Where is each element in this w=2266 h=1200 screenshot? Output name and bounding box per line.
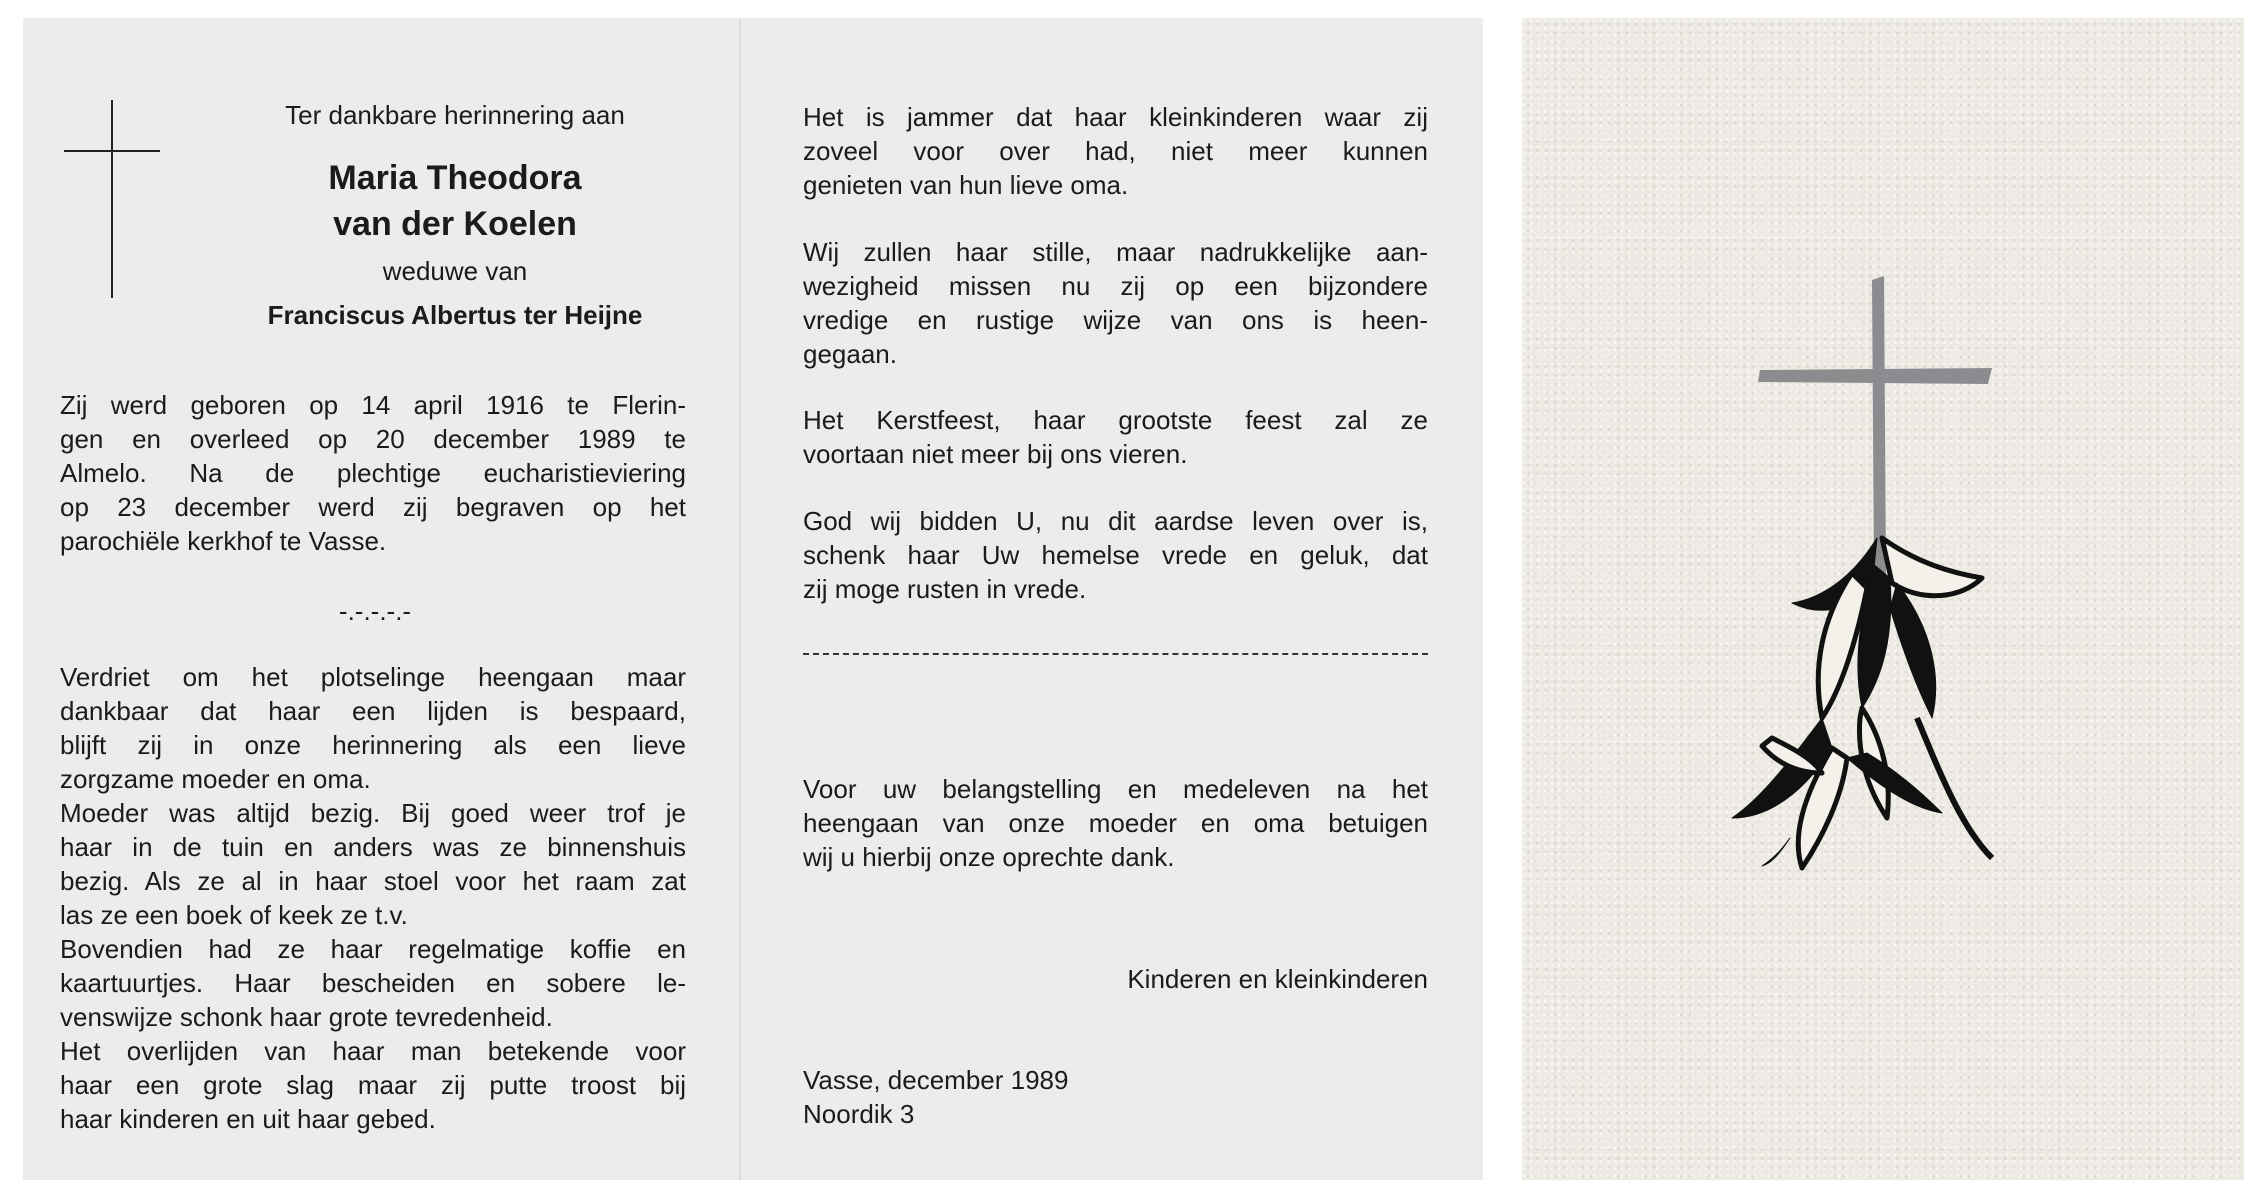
bio-line: Zij werd geboren op 14 april 1916 te Flerin-	[60, 390, 686, 420]
paragraph-presence	[803, 235, 1428, 371]
intro-text: Ter dankbare herinnering aan	[285, 100, 625, 130]
memory-line: dankbaar dat haar een lijden is bespaard,	[60, 696, 686, 726]
memory-line: Moeder was altijd bezig. Bij goed weer trof je	[60, 798, 686, 828]
memory-line: Bovendien had ze haar regelmatige koffie en	[60, 934, 686, 964]
card-fold-line	[739, 18, 741, 1180]
text-line: Wij zullen haar stille, maar nadrukkelijke aan-	[803, 237, 1428, 267]
memory-line: Het overlijden van haar man betekende voor	[60, 1036, 686, 1066]
cross-with-lilies-illustration	[1522, 18, 2244, 1180]
memory-line: bezig. Als ze al in haar stoel voor het raam zat	[60, 866, 686, 896]
bio-line: Almelo. Na de plechtige eucharistieviering	[60, 458, 686, 488]
memory-line: kaartuurtjes. Haar bescheiden en sobere le-	[60, 968, 686, 998]
deceased-name-line1: Maria Theodora	[328, 159, 582, 197]
text-line: zij moge rusten in vrede.	[803, 574, 1087, 604]
memory-line: las ze een boek of keek ze t.v.	[60, 900, 408, 930]
memory-line: haar in de tuin en anders was ze binnenshuis	[60, 832, 686, 862]
text-line: voortaan niet meer bij ons vieren.	[803, 439, 1188, 469]
husband-name: Franciscus Albertus ter Heijne	[267, 300, 643, 330]
widow-of-text: weduwe van	[382, 256, 528, 286]
text-line: Voor uw belangstelling en medeleven na het	[803, 774, 1428, 804]
place-date-text: Vasse, december 1989	[803, 1065, 1069, 1095]
address-text: Noordik 3	[803, 1099, 915, 1129]
signature-text: Kinderen en kleinkinderen	[1127, 964, 1428, 994]
memory-line: haar kinderen en uit haar gebed.	[60, 1104, 436, 1134]
bio-line: parochiële kerkhof te Vasse.	[60, 526, 387, 556]
text-line: heengaan van onze moeder en oma betuigen	[803, 808, 1428, 838]
bio-paragraph	[60, 388, 686, 558]
deceased-name-line2: van der Koelen	[333, 205, 577, 243]
separator-text: -.-.-.-.-	[338, 596, 412, 626]
text-line: Het is jammer dat haar kleinkinderen waar zij	[803, 102, 1428, 132]
text-line: schenk haar Uw hemelse vrede en geluk, dat	[803, 540, 1428, 570]
text-line: wij u hierbij onze oprechte dank.	[803, 842, 1175, 872]
text-line: gegaan.	[803, 339, 897, 369]
paragraph-christmas	[803, 403, 1428, 471]
text-line: vredige en rustige wijze van ons is heen-	[803, 305, 1428, 335]
memory-line: zorgzame moeder en oma.	[60, 764, 371, 794]
text-line: Het Kerstfeest, haar grootste feest zal ze	[803, 405, 1428, 435]
bio-line: gen en overleed op 20 december 1989 te	[60, 424, 686, 454]
text-line: God wij bidden U, nu dit aardse leven over is,	[803, 506, 1428, 536]
text-line: wezigheid missen nu zij op een bijzondere	[803, 271, 1428, 301]
card-cover	[1522, 18, 2244, 1180]
bio-line: op 23 december werd zij begraven op het	[60, 492, 686, 522]
memory-line: venswijze schonk haar grote tevredenheid.	[60, 1002, 553, 1032]
paragraph-thanks	[803, 772, 1428, 874]
paragraph-prayer	[803, 504, 1428, 606]
memory-line: blijft zij in onze herinnering als een lieve	[60, 730, 686, 760]
memory-line: Verdriet om het plotselinge heengaan maar	[60, 662, 686, 692]
text-line: genieten van hun lieve oma.	[803, 170, 1129, 200]
dashed-divider	[803, 653, 1428, 655]
text-line: zoveel voor over had, niet meer kunnen	[803, 136, 1428, 166]
memory-line: haar een grote slag maar zij putte troost bij	[60, 1070, 686, 1100]
memory-paragraph	[60, 660, 686, 1136]
paragraph-grandchildren	[803, 100, 1428, 202]
